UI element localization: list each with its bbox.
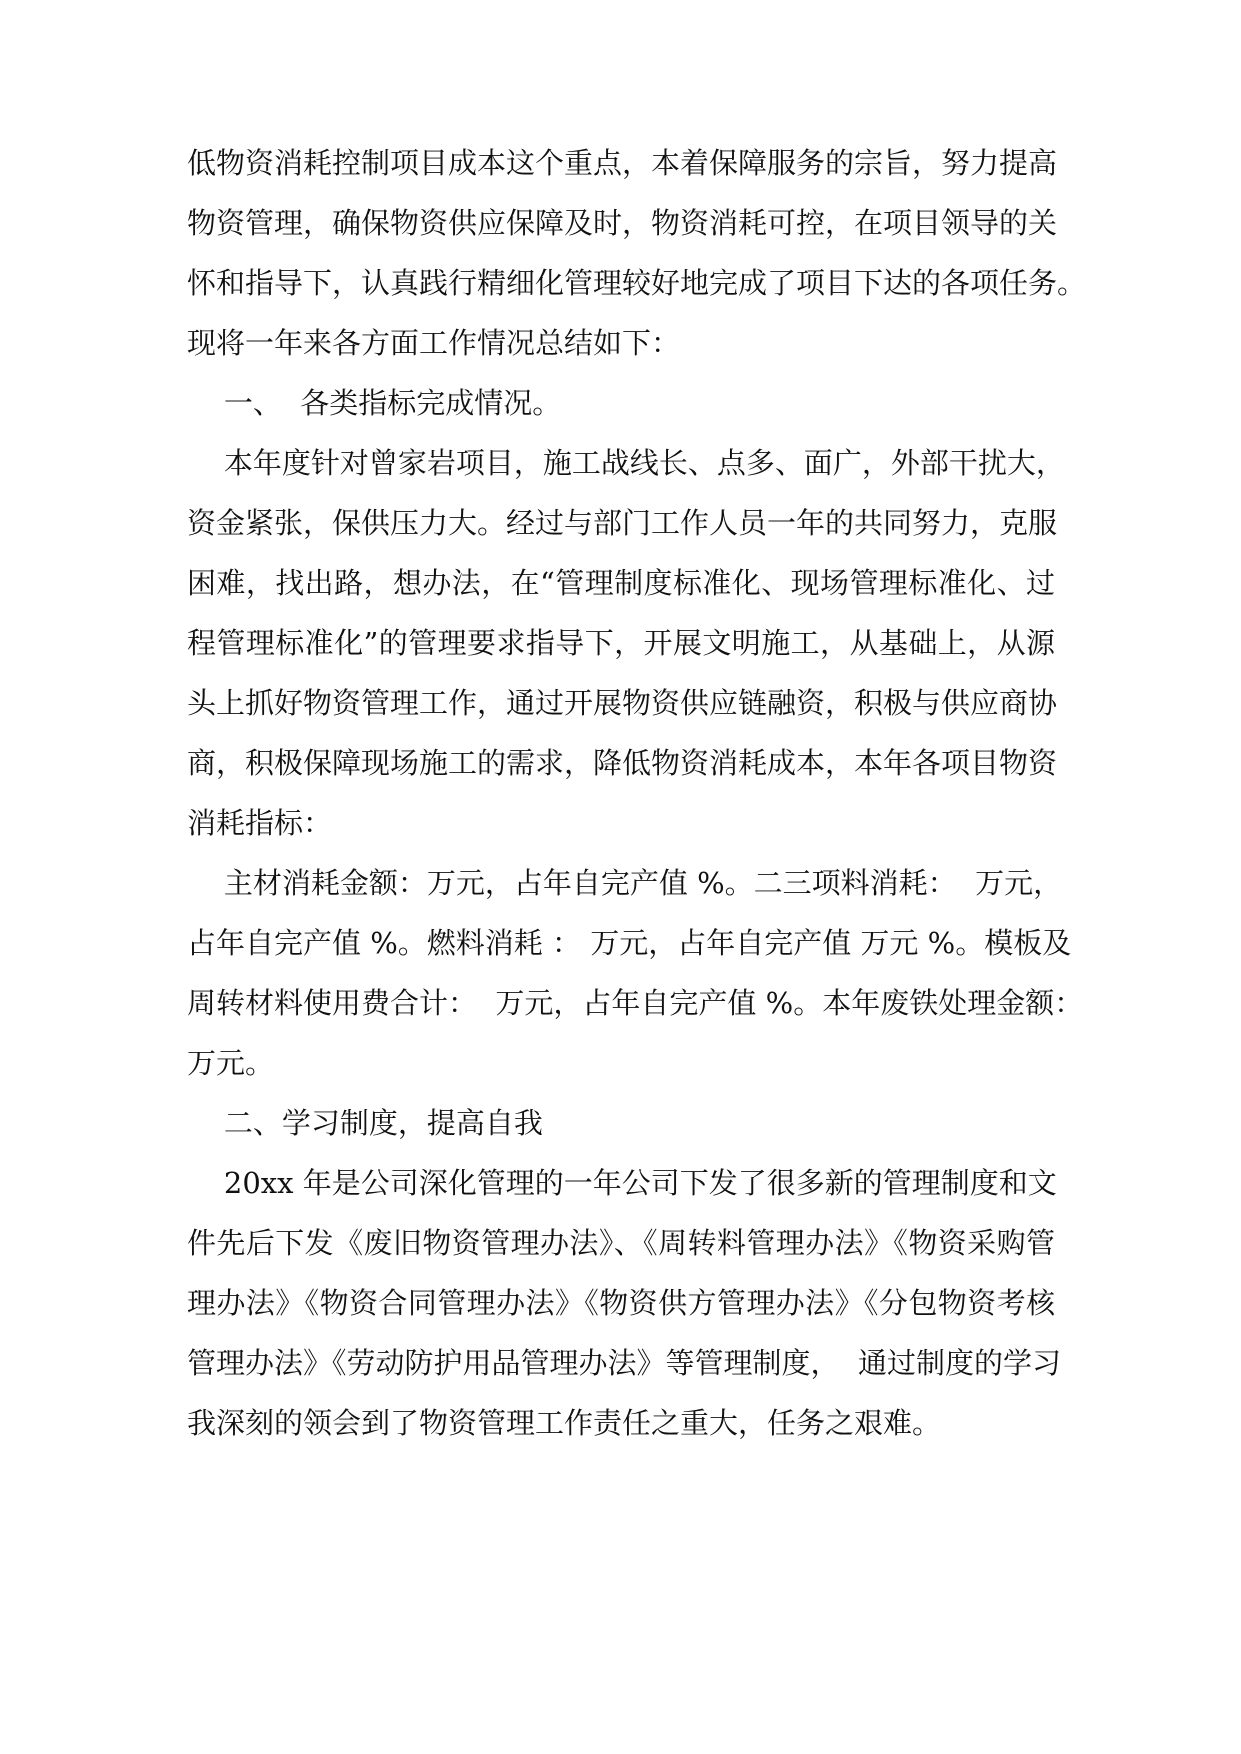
paragraph-line: 资金紧张，保供压力大。经过与部门工作人员一年的共同努力，克服 xyxy=(187,506,1058,540)
paragraph-line: 占年自完产值 %。燃料消耗 ： 万元，占年自完产值 万元 %。模板及 xyxy=(187,926,1072,960)
paragraph-line: 现将一年来各方面工作情况总结如下： xyxy=(187,326,681,360)
paragraph-line: 20xx 年是公司深化管理的一年公司下发了很多新的管理制度和文 xyxy=(187,1166,1057,1200)
paragraph-line: 物资管理，确保物资供应保障及时，物资消耗可控，在项目领导的关 xyxy=(187,206,1058,240)
paragraph-line: 主材消耗金额：万元，占年自完产值 %。二三项料消耗： 万元， xyxy=(187,866,1063,900)
paragraph-line: 理办法》《物资合同管理办法》《物资供方管理办法》《分包物资考核 xyxy=(187,1286,1055,1320)
paragraph-line: 本年度针对曾家岩项目，施工战线长、点多、面广，外部干扰大， xyxy=(187,446,1065,480)
section-heading: 二、学习制度，提高自我 xyxy=(187,1106,543,1140)
paragraph-line: 程管理标准化”的管理要求指导下，开展文明施工，从基础上，从源 xyxy=(187,626,1055,660)
paragraph-line: 低物资消耗控制项目成本这个重点，本着保障服务的宗旨，努力提高 xyxy=(187,146,1058,180)
paragraph-line: 消耗指标： xyxy=(187,806,333,840)
paragraph-line: 周转材料使用费合计： 万元，占年自完产值 %。本年废铁处理金额： xyxy=(187,986,1084,1020)
paragraph-line: 管理办法》《劳动防护用品管理办法》等管理制度， 通过制度的学习 xyxy=(187,1346,1061,1380)
paragraph-line: 商，积极保障现场施工的需求，降低物资消耗成本，本年各项目物资 xyxy=(187,746,1058,780)
paragraph-line: 困难，找出路，想办法，在“管理制度标准化、现场管理标准化、过 xyxy=(187,566,1055,600)
paragraph-line: 我深刻的领会到了物资管理工作责任之重大，任务之艰难。 xyxy=(187,1406,942,1440)
paragraph-line: 件先后下发《废旧物资管理办法》、《周转料管理办法》《物资采购管 xyxy=(187,1226,1055,1260)
paragraph-line: 头上抓好物资管理工作，通过开展物资供应链融资，积极与供应商协 xyxy=(187,686,1058,720)
paragraph-line: 万元。 xyxy=(187,1046,275,1080)
section-heading: 一、 各类指标完成情况。 xyxy=(187,386,562,420)
paragraph-line: 怀和指导下，认真践行精细化管理较好地完成了项目下达的各项任务。 xyxy=(187,266,1087,300)
